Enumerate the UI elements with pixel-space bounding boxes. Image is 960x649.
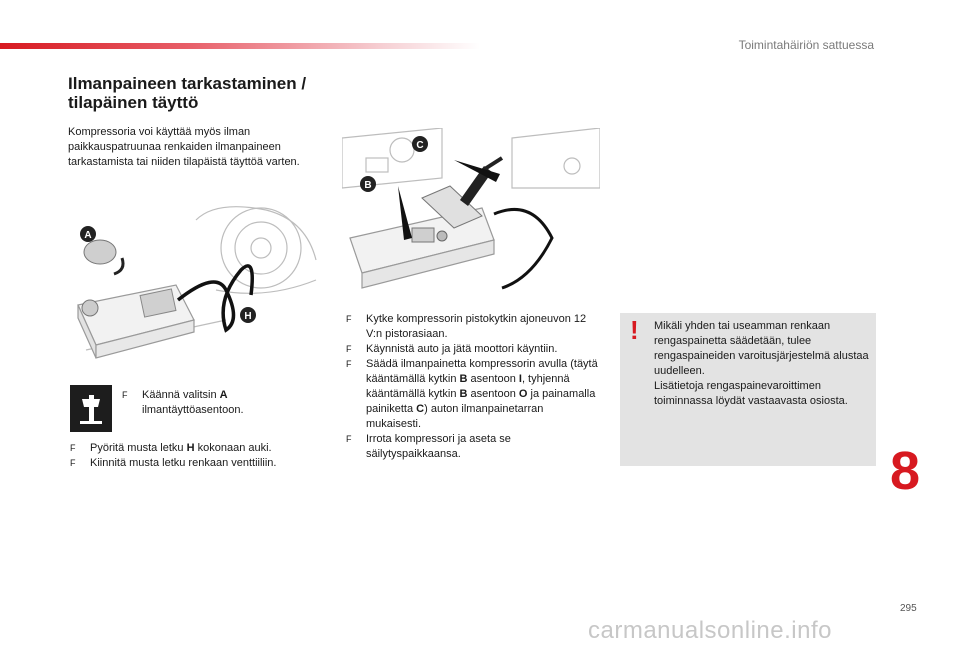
step-text: Käynnistä auto ja jätä moottori käyntiin. bbox=[366, 343, 558, 355]
step-key: I bbox=[518, 373, 522, 385]
bullet-icon: F bbox=[346, 359, 352, 369]
step-item bbox=[342, 357, 600, 432]
label-h: H bbox=[244, 311, 252, 322]
step-text: ja painamalla painiketta bbox=[366, 388, 596, 415]
bullet-icon: F bbox=[70, 443, 76, 453]
compressor-plug-illustration bbox=[342, 128, 600, 298]
left-steps-list bbox=[66, 441, 316, 471]
step-text: Säädä ilmanpainetta kompressorin avulla (täytä kääntämällä kytkin bbox=[366, 358, 598, 385]
bullet-icon: F bbox=[122, 390, 128, 400]
label-b: B bbox=[364, 180, 372, 191]
step-text: Kytke kompressorin pistokytkin ajoneuvon 12 V:n pistorasiaan. bbox=[366, 313, 587, 340]
compressor-tyre-illustration bbox=[66, 200, 322, 370]
step-item bbox=[342, 312, 600, 342]
warning-text bbox=[654, 319, 869, 409]
bullet-icon: F bbox=[346, 434, 352, 444]
step-key: C bbox=[416, 403, 425, 415]
bullet-icon: F bbox=[70, 458, 76, 468]
header-red-bar bbox=[0, 43, 480, 49]
step-text: asentoon bbox=[467, 388, 519, 400]
step-key: B bbox=[459, 388, 468, 400]
step-text: Irrota kompressori ja aseta se säilytyspaikkaansa. bbox=[366, 433, 511, 460]
step-item bbox=[342, 432, 600, 462]
mid-steps-list bbox=[342, 312, 600, 462]
step1-list bbox=[118, 388, 298, 418]
step-item bbox=[118, 388, 298, 418]
step-text: kokonaan auki. bbox=[194, 442, 272, 454]
step-key: O bbox=[518, 388, 528, 400]
label-a: A bbox=[84, 230, 92, 241]
step-text: Pyöritä musta letku bbox=[90, 442, 187, 454]
bullet-icon: F bbox=[346, 314, 352, 324]
chapter-number: 8 bbox=[890, 441, 921, 501]
label-c: C bbox=[416, 140, 424, 151]
page-number: 295 bbox=[900, 603, 917, 614]
watermark: carmanualsonline.info bbox=[588, 617, 832, 644]
step-text: Käännä valitsin bbox=[142, 389, 220, 401]
step-key: H bbox=[186, 442, 195, 454]
step-item bbox=[342, 342, 600, 357]
step-key: A bbox=[219, 389, 228, 401]
warning-icon: ! bbox=[630, 315, 639, 345]
warning-box bbox=[620, 313, 876, 466]
chapter-title: Toimintahäiriön sattuessa bbox=[738, 38, 874, 52]
step-text: ) auton ilmanpainetarran mukaisesti. bbox=[366, 403, 544, 430]
bullet-icon: F bbox=[346, 344, 352, 354]
selector-step-icon bbox=[70, 385, 112, 432]
warning-paragraph: Mikäli yhden tai useamman renkaan rengaspainetta säädetään, tulee rengaspaineiden varoitusjärjestelmä alustaa uudelleen. bbox=[654, 320, 869, 377]
title-line-2: tilapäinen täyttö bbox=[68, 93, 199, 112]
title-line-1: Ilmanpaineen tarkastaminen / bbox=[68, 74, 307, 93]
step-item bbox=[66, 456, 316, 471]
step-item bbox=[66, 441, 316, 456]
intro-text: Kompressoria voi käyttää myös ilman paikkauspatruunaa renkaiden ilmanpaineen tarkastamista tai niiden tilapäistä täyttöä varten. bbox=[68, 126, 300, 168]
page-title bbox=[68, 74, 306, 112]
step-key: B bbox=[459, 373, 468, 385]
step-text: ilmantäyttöasentoon. bbox=[142, 404, 244, 416]
step-text: Kiinnitä musta letku renkaan venttiiliin. bbox=[90, 457, 277, 469]
warning-paragraph: Lisätietoja rengaspainevaroittimen toiminnassa löydät vastaavasta osiosta. bbox=[654, 380, 848, 407]
step-text: asentoon bbox=[467, 373, 519, 385]
step-text: , tyhjennä kääntämällä kytkin bbox=[366, 373, 570, 400]
